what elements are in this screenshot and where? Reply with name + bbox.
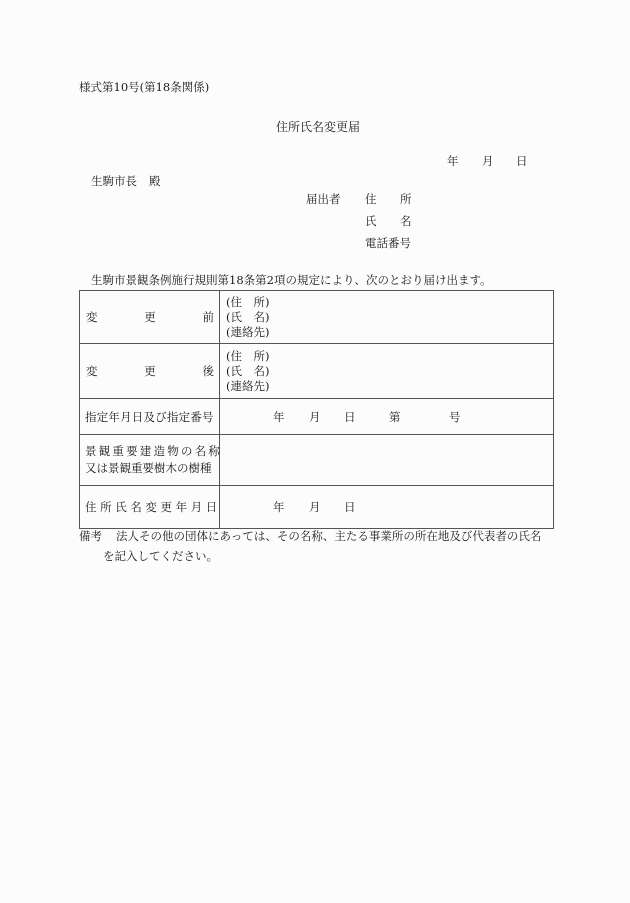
sub-field-contact: (連絡先) — [226, 324, 270, 339]
month-label: 月 — [309, 409, 321, 424]
label-char: 変 — [86, 364, 98, 378]
document-title: 住所氏名変更届 — [276, 120, 361, 134]
sub-field-name: (氏 名) — [226, 363, 270, 378]
applicant-name-label: 名 — [400, 214, 412, 228]
label-line: 又は景観重要樹木の樹種 — [85, 461, 212, 475]
sub-field-address: (住 所) — [226, 294, 270, 309]
table-row-change-date — [80, 486, 554, 529]
label-char: 後 — [202, 364, 214, 378]
row-label — [80, 399, 220, 435]
row-label — [80, 344, 220, 399]
change-date-label: 住所氏名変更年月日 — [85, 500, 221, 514]
change-date-field[interactable] — [220, 486, 554, 529]
table-row-before-change — [80, 291, 554, 344]
applicant-address-label: 所 — [400, 192, 412, 206]
addressee-name: 生駒市長 — [91, 174, 137, 188]
applicant-address-label: 住 — [365, 192, 377, 206]
label-char: 変 — [86, 310, 98, 324]
row-label — [80, 291, 220, 344]
remarks-line-2: を記入してください。 — [103, 549, 218, 563]
submission-date-month-label: 月 — [482, 154, 494, 168]
label-char: 前 — [202, 310, 214, 324]
intro-statement: 生駒市景観条例施行規則第18条第2項の規定により、次のとおり届け出ます。 — [91, 273, 492, 287]
designation-field[interactable] — [220, 399, 554, 435]
number-prefix-label: 第 — [389, 409, 401, 424]
row-label — [80, 435, 220, 486]
applicant-phone-label: 電話番号 — [365, 236, 411, 250]
day-label: 日 — [344, 409, 356, 424]
sub-field-name: (氏 名) — [226, 309, 270, 324]
submission-date-year-label: 年 — [447, 154, 459, 168]
after-change-field[interactable] — [220, 344, 554, 399]
label-line: 景観重要建造物の名称 — [85, 444, 222, 458]
addressee — [91, 176, 161, 188]
before-change-field[interactable] — [220, 291, 554, 344]
form-number: 様式第10号(第18条関係) — [79, 80, 210, 94]
row-label — [80, 486, 220, 529]
month-label: 月 — [309, 500, 321, 514]
designation-label: 指定年月日及び指定番号 — [85, 409, 214, 424]
label-char: 更 — [144, 310, 156, 324]
applicant-name-label: 氏 — [365, 214, 377, 228]
landscape-item-field[interactable] — [220, 435, 554, 486]
addressee-honorific: 殿 — [149, 174, 161, 188]
table-row-designation — [80, 399, 554, 435]
table-row-after-change — [80, 344, 554, 399]
sub-field-address: (住 所) — [226, 348, 270, 363]
year-label: 年 — [273, 409, 285, 424]
remarks-text: 法人その他の団体にあっては、その名称、主たる事業所の所在地及び代表者の氏名 — [116, 529, 542, 543]
number-suffix-label: 号 — [449, 409, 461, 424]
applicant-label: 届出者 — [306, 192, 341, 206]
day-label: 日 — [344, 500, 356, 514]
label-char: 更 — [144, 364, 156, 378]
sub-field-contact: (連絡先) — [226, 378, 270, 393]
change-details-table — [79, 290, 554, 529]
submission-date-day-label: 日 — [516, 154, 528, 168]
year-label: 年 — [273, 500, 285, 514]
table-row-landscape-item — [80, 435, 554, 486]
remarks-line-1 — [79, 531, 541, 543]
remarks-heading: 備考 — [79, 529, 102, 543]
